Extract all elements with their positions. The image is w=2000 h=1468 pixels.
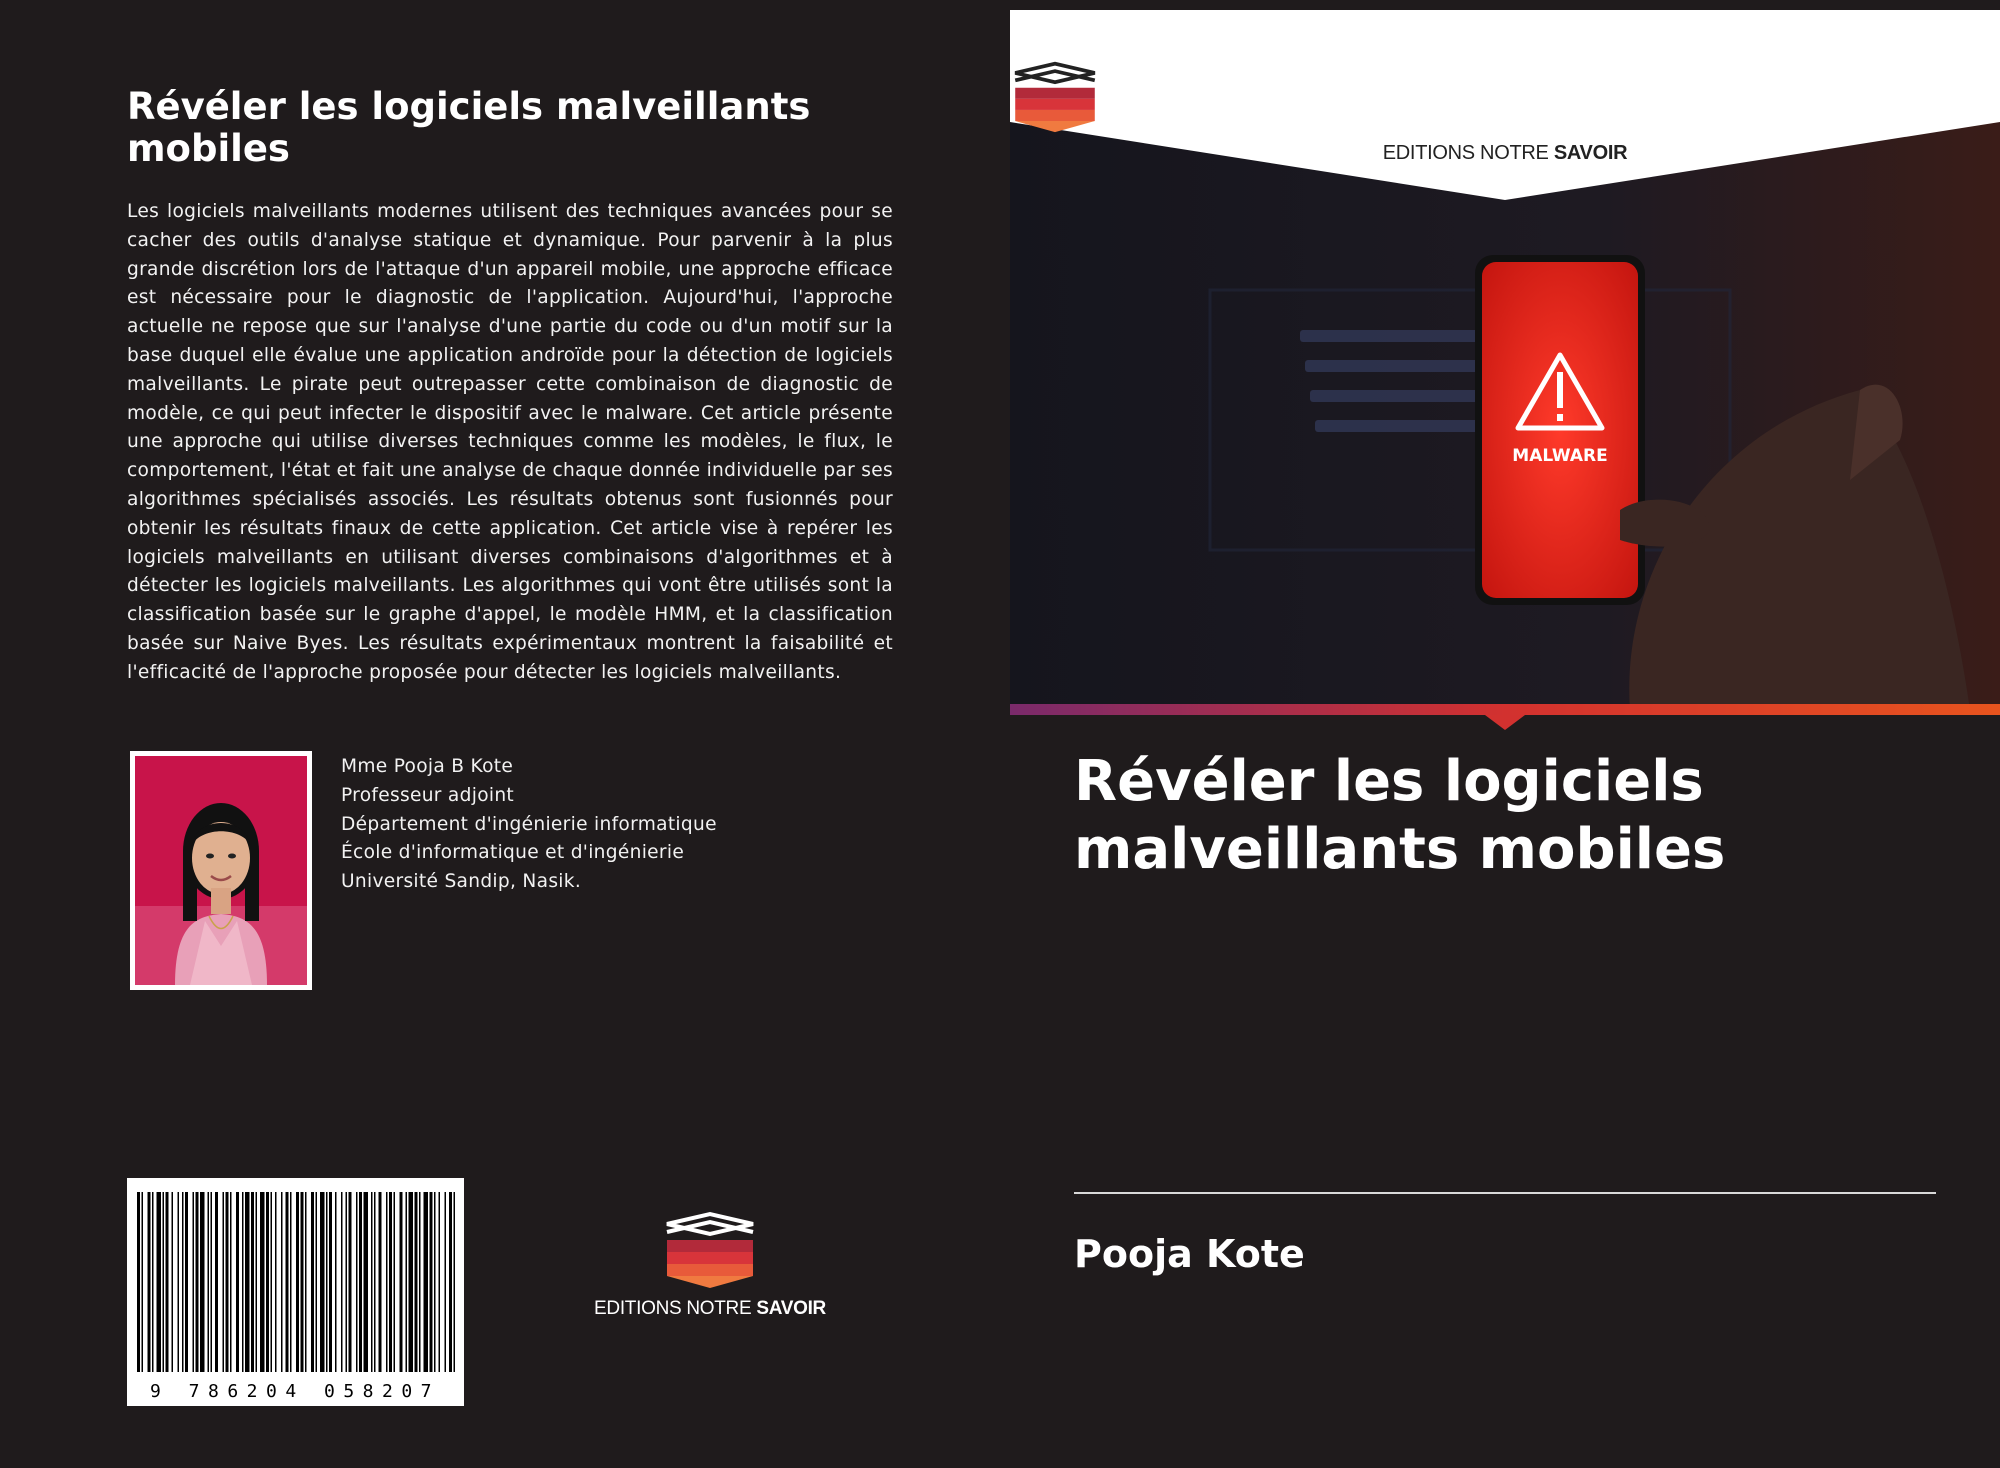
barcode-bar (142, 1192, 144, 1372)
author-bio-name: Mme Pooja B Kote (341, 756, 514, 777)
barcode-bar (193, 1192, 195, 1372)
barcode-bar (230, 1192, 232, 1372)
barcode-bar (311, 1192, 314, 1372)
front-cover (1010, 10, 2000, 1468)
barcode-bar (434, 1192, 436, 1372)
publisher-name: EDITIONS NOTRE SAVOIR (1382, 142, 1628, 164)
barcode-bar (266, 1192, 269, 1372)
barcode-bar (182, 1192, 184, 1372)
author-bio-school: École d'informatique et d'ingénierie (341, 842, 685, 864)
isbn-barcode (127, 1178, 464, 1406)
barcode-bar (251, 1192, 254, 1372)
barcode-bar (454, 1192, 456, 1372)
barcode-bar (226, 1192, 229, 1372)
barcode-bar (356, 1192, 358, 1372)
barcode-bar (400, 1192, 403, 1372)
barcode-bar (185, 1192, 188, 1372)
back-cover-title: Révéler les logiciels malveillants mobiles (127, 85, 811, 170)
barcode-bar (335, 1192, 337, 1372)
barcode-bar (419, 1192, 421, 1372)
barcode-bar (215, 1192, 218, 1372)
barcode-bar (341, 1192, 343, 1372)
divider-line (1074, 1192, 1936, 1194)
barcode-bar (152, 1192, 154, 1372)
barcode-bar (349, 1192, 352, 1372)
barcode-bar (271, 1192, 273, 1372)
barcode-image (127, 1178, 464, 1406)
synopsis: Les logiciels malveillants modernes utilisent des techniques avancées pour se cacher des outils d'analyse statique et dynamique. Pour parvenir à la plus grande discrétion lors de l'attaque d'un appareil mobile, une approche efficace est nécessaire pour le diagnostic de l'application. Aujourd'hui, l'approche actuelle ne repose que sur l'analyse d'une partie du code ou d'un motif sur la base duquel elle évalue une application androïde pour la détection de logiciels malveillants. Le pirate peut outrepasser cette combinaison de diagnostic de modèle, ce qui peut infecter le dispositif avec le malware. Cet article présente une approche qui utilise diverses techniques comme les modèles, le flux, le comportement, l'état et fait une analyse de chaque donnée individuelle par ses algorithmes spécialisés associés. Les résultats obtenus sont fusionnés pour obtenir les résultats finaux de cette application. Cet article vise à repérer les logiciels malveillants en utilisant diverses combinaisons d'algorithmes et à détecter les logiciels malveillants. Les algorithmes qui vont être utilisés sont la classification basée sur le graphe d'appel, le modèle HMM, et la classification basée sur Naive Byes. Les résultats expérimentaux montrent la faisabilité et l'efficacité de l'approche proposée pour détecter les logiciels malveillants. (127, 201, 893, 683)
barcode-bar (301, 1192, 304, 1372)
barcode-bar (389, 1192, 392, 1372)
barcode-bar (208, 1192, 210, 1372)
cover-photo (1010, 10, 2000, 730)
barcode-bar (256, 1192, 258, 1372)
barcode-bar (137, 1192, 140, 1372)
publisher-name: EDITIONS NOTRE SAVOIR (594, 1298, 826, 1319)
barcode-bar (305, 1192, 307, 1372)
barcode-bar (424, 1192, 429, 1372)
barcode-bar (223, 1192, 225, 1372)
publisher-logo-back (580, 1210, 840, 1320)
barcode-bar (242, 1192, 244, 1372)
front-cover-title: Révéler les logiciels malveillants mobiles (1074, 749, 1726, 882)
barcode-bar (296, 1192, 299, 1372)
author-bio (341, 753, 717, 897)
front-cover-author: Pooja Kote (1074, 1232, 1305, 1276)
barcode-bar (430, 1192, 433, 1372)
barcode-bar (329, 1192, 332, 1372)
author-portrait-image (135, 756, 307, 985)
barcode-bar (445, 1192, 447, 1372)
barcode-bar (439, 1192, 441, 1372)
barcode-bar (364, 1192, 369, 1372)
barcode-bar (346, 1192, 348, 1372)
isbn-digits: 9 786204 058207 (149, 1381, 441, 1402)
barcode-bar (326, 1192, 328, 1372)
barcode-bar (406, 1192, 408, 1372)
barcode-bar (415, 1192, 418, 1372)
barcode-bar (211, 1192, 213, 1372)
barcode-bar (290, 1192, 292, 1372)
barcode-bar (379, 1192, 382, 1372)
barcode-bar (359, 1192, 362, 1372)
barcode-bar (178, 1192, 180, 1372)
book-stack-logo-icon (663, 1210, 757, 1290)
barcode-bar (148, 1192, 151, 1372)
barcode-bar (286, 1192, 289, 1372)
barcode-bar (200, 1192, 205, 1372)
barcode-bar (394, 1192, 396, 1372)
barcode-bar (374, 1192, 376, 1372)
barcode-bar (316, 1192, 318, 1372)
author-bio-department: Département d'ingénierie informatique (341, 813, 717, 835)
author-bio-position: Professeur adjoint (341, 784, 515, 806)
author-photo (130, 751, 312, 990)
barcode-bar (320, 1192, 325, 1372)
publisher-logo-front (1010, 60, 2000, 165)
book-stack-logo-icon (1010, 60, 1100, 134)
barcode-bar (275, 1192, 277, 1372)
barcode-bar (371, 1192, 373, 1372)
barcode-bar (260, 1192, 265, 1372)
barcode-bar (245, 1192, 250, 1372)
barcode-bar (449, 1192, 452, 1372)
author-bio-university: Université Sandip, Nasik. (341, 871, 582, 893)
barcode-bar (386, 1192, 388, 1372)
barcode-bar (163, 1192, 165, 1372)
barcode-bar (236, 1192, 239, 1372)
barcode-bar (166, 1192, 169, 1372)
barcode-bar (409, 1192, 414, 1372)
phone-screen-text: MALWARE (1512, 446, 1608, 466)
barcode-bar (281, 1192, 283, 1372)
barcode-bar (157, 1192, 162, 1372)
barcode-bar (172, 1192, 174, 1372)
barcode-bar (196, 1192, 199, 1372)
